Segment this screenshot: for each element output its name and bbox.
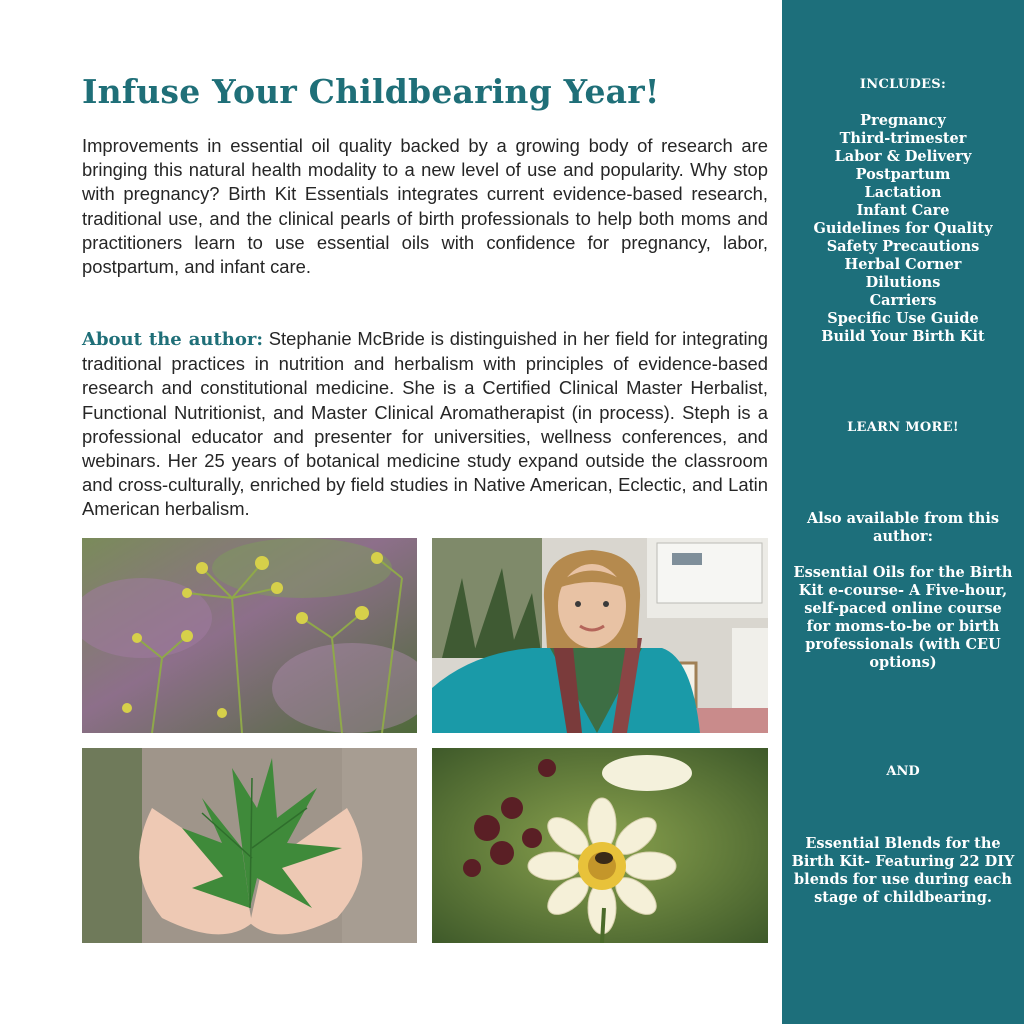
includes-item: Carriers xyxy=(869,292,937,309)
includes-item: Guidelines for Quality xyxy=(813,220,993,237)
about-author-paragraph xyxy=(82,327,768,522)
page-title: Infuse Your Childbearing Year! xyxy=(82,72,660,111)
about-author-label: About the author: xyxy=(82,329,263,350)
fennel-flowers-photo xyxy=(82,538,417,733)
sidebar xyxy=(782,0,1024,1024)
ecourse-description: Essential Oils for the Birth Kit e-course- A Five-hour, self-paced online course for moms-to-be or birth professionals (with CEU options) xyxy=(793,564,1013,671)
hands-holding-herb-photo xyxy=(82,748,417,943)
blends-description: Essential Blends for the Birth Kit- Featuring 22 DIY blends for use during each stage of childbearing. xyxy=(791,835,1015,906)
includes-item: Specific Use Guide xyxy=(827,310,979,327)
flower-with-bee-photo xyxy=(432,748,768,943)
includes-list xyxy=(790,112,1016,346)
includes-item: Herbal Corner xyxy=(844,256,962,273)
includes-item: Labor & Delivery xyxy=(834,148,972,165)
learn-more-link[interactable]: LEARN MORE! xyxy=(847,420,959,435)
includes-item: Pregnancy xyxy=(860,112,946,129)
includes-item: Postpartum xyxy=(855,166,951,183)
includes-heading: INCLUDES: xyxy=(859,77,947,92)
includes-item: Infant Care xyxy=(856,202,950,219)
includes-item: Third-trimester xyxy=(839,130,967,147)
also-available-heading: Also available from this author: xyxy=(806,510,1000,545)
includes-item: Lactation xyxy=(864,184,942,201)
author-portrait-photo xyxy=(432,538,768,733)
about-author-text: Stephanie McBride is distinguished in her field for integrating traditional practices in nutrition and herbalism with principles of evidence-based research and constitutional medicine. She is a Certified Clinical Master Herbalist, Functional Nutritionist, and Master Clinical Aromatherapist (in process). Steph is a professional educator and presenter for universities, wellness conferences, and webinars. Her 25 years of botanical medicine study expand outside the classroom and cross-culturally, enriched by field studies in Native American, Eclectic, and Latin American herbalism. xyxy=(82,328,768,520)
intro-paragraph: Improvements in essential oil quality backed by a growing body of research are bringing this natural health modality to a new level of use and popularity. Why stop with pregnancy? Birth Kit Essentials integrates current evidence-based research, traditional use, and the clinical pearls of birth professionals to help both moms and practitioners learn to use essential oils with confidence for pregnancy, labor, postpartum, and infant care. xyxy=(82,135,768,278)
includes-item: Safety Precautions xyxy=(826,238,980,255)
includes-item: Build Your Birth Kit xyxy=(821,328,985,345)
and-label: AND xyxy=(886,764,920,779)
includes-item: Dilutions xyxy=(865,274,941,291)
